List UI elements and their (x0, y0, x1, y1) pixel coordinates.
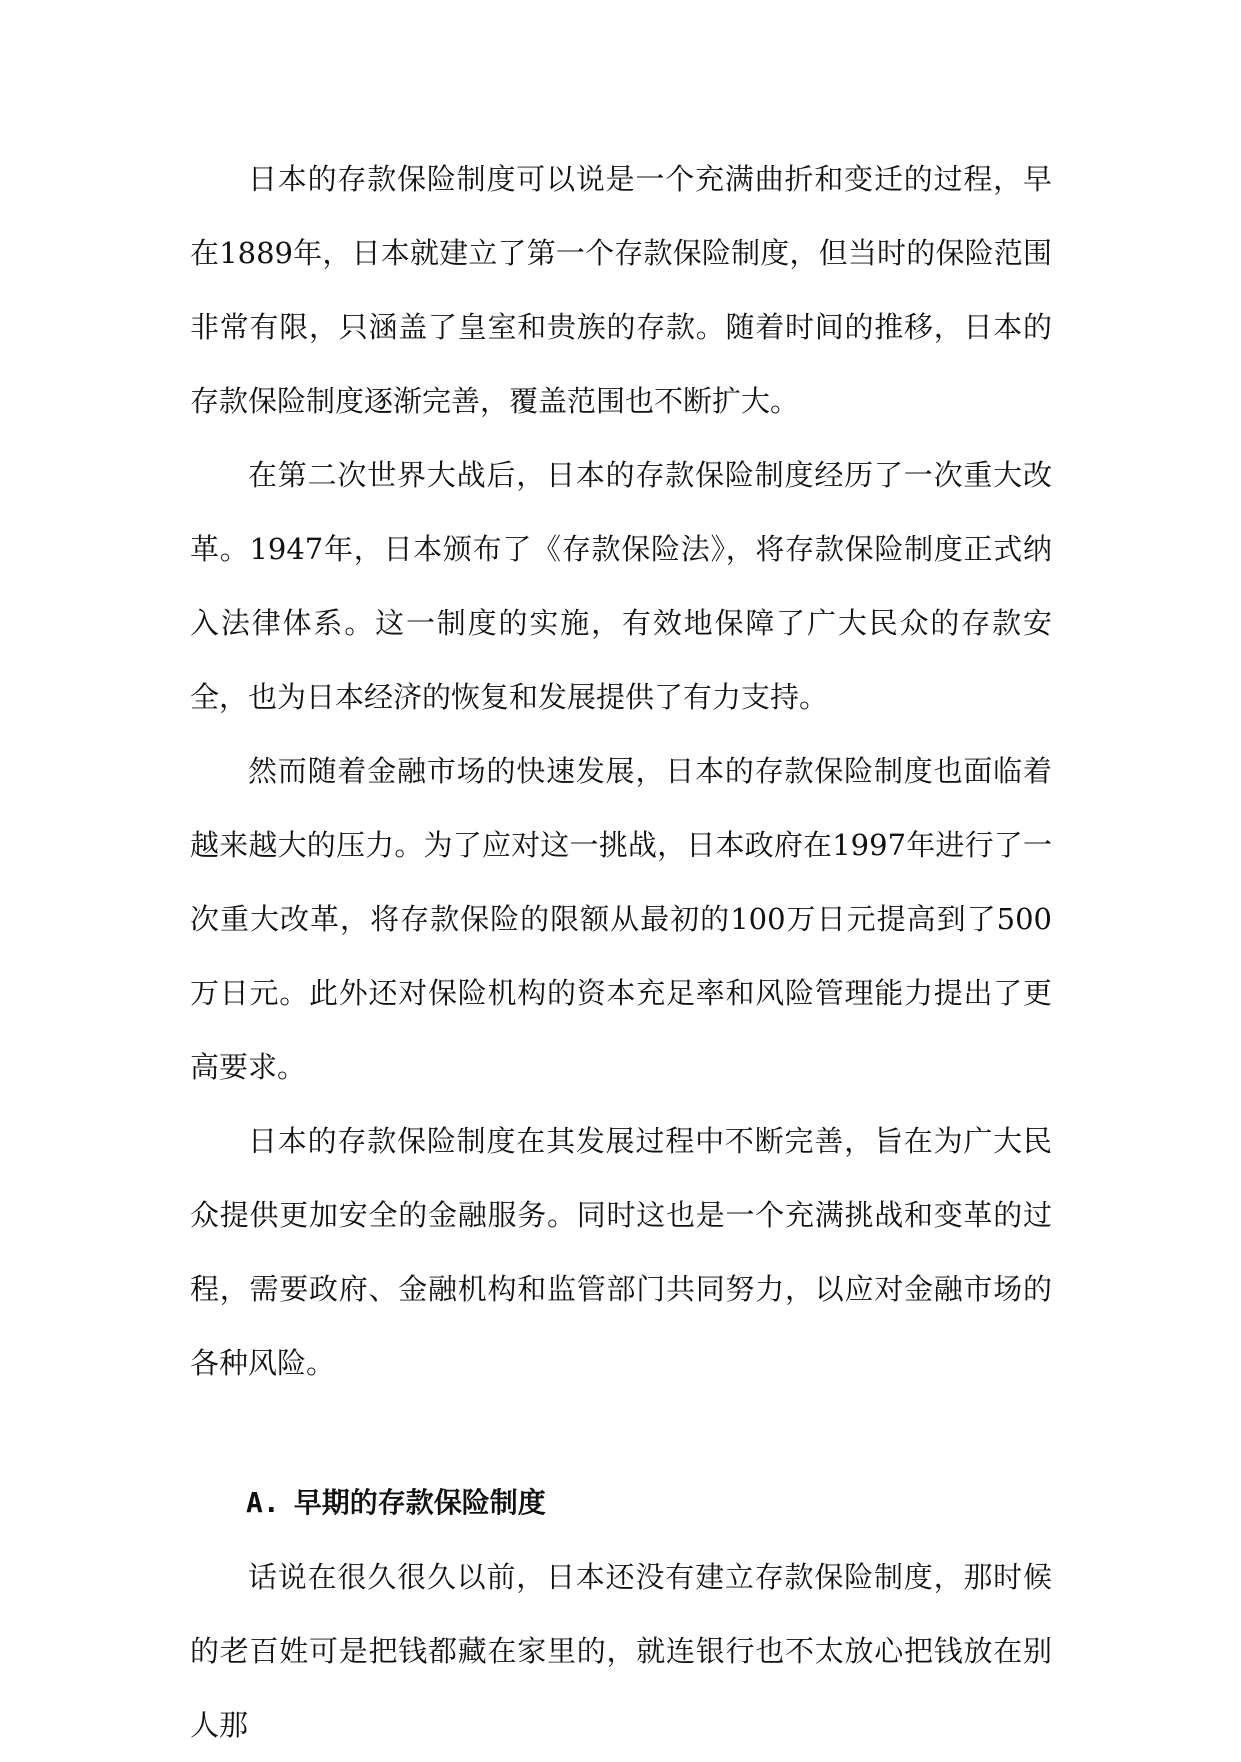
paragraph-3: 然而随着金融市场的快速发展，日本的存款保险制度也面临着越来越大的压力。为了应对这一挑战，日本政府在1997年进行了一次重大改革，将存款保险的限额从最初的100万日元提高到了500万日元。此外还对保险机构的资本充足率和风险管理能力提出了更高要求。 (190, 754, 1052, 1084)
section-number: A. (246, 1486, 280, 1519)
paragraph-1: 日本的存款保险制度可以说是一个充满曲折和变迁的过程，早在1889年，日本就建立了第一个存款保险制度，但当时的保险范围非常有限，只涵盖了皇室和贵族的存款。随着时间的推移，日本的存款保险制度逐渐完善，覆盖范围也不断扩大。 (190, 162, 1052, 418)
section-paragraph-1: 话说在很久很久以前，日本还没有建立存款保险制度，那时候的老百姓可是把钱都藏在家里的，就连银行也不太放心把钱放在别人那 (190, 1560, 1052, 1742)
paragraph-4: 日本的存款保险制度在其发展过程中不断完善，旨在为广大民众提供更加安全的金融服务。同时这也是一个充满挑战和变革的过程，需要政府、金融机构和监管部门共同努力，以应对金融市场的各种风险。 (190, 1124, 1052, 1380)
section-title: 早期的存款保险制度 (293, 1486, 546, 1519)
document-page (190, 142, 1052, 1762)
section-heading (190, 1466, 1052, 1540)
paragraph-2: 在第二次世界大战后，日本的存款保险制度经历了一次重大改革。1947年，日本颁布了《存款保险法》，将存款保险制度正式纳入法律体系。这一制度的实施，有效地保障了广大民众的存款安全，也为日本经济的恢复和发展提供了有力支持。 (190, 458, 1052, 714)
